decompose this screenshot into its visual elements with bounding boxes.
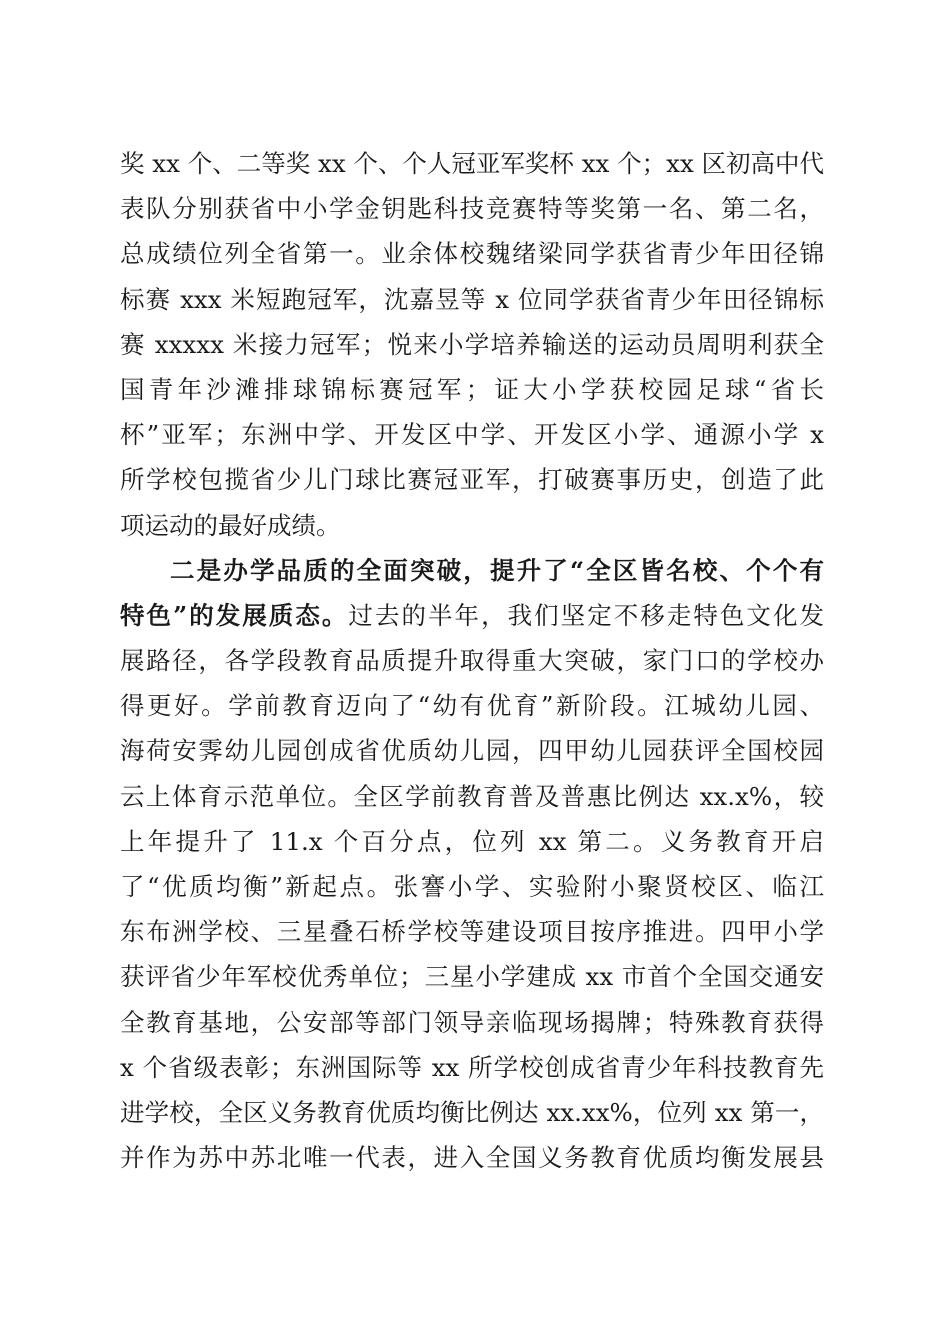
text-line: 并作为苏中苏北唯一代表，进入全国义务教育优质均衡发展县 [120, 1143, 824, 1173]
text-line: 获评省少年军校优秀单位；三星小学建成 xx 市首个全国交通安 [120, 962, 824, 992]
text-line: 上年提升了 11.x 个百分点，位列 xx 第二。义务教育开启 [120, 826, 824, 856]
body-text [120, 141, 824, 1180]
text-line [120, 593, 824, 638]
text-line: 奖 xx 个、二等奖 xx 个、个人冠亚军奖杯 xx 个；xx 区初高中代 [120, 149, 825, 178]
text-line: 项运动的最好成绩。 [120, 510, 341, 540]
text-line: 进学校，全区义务教育优质均衡比例达 xx.xx%，位列 xx 第一， [120, 1097, 824, 1127]
text-line: 云上体育示范单位。全区学前教育普及普惠比例达 xx.x%，较 [120, 781, 824, 811]
paragraph-heading-end: 特色”的发展质态。 [120, 600, 349, 630]
text-run: 过去的半年，我们坚定不移走特色文化发 [348, 600, 824, 630]
text-line: 标赛 xxx 米短跑冠军，沈嘉昱等 x 位同学获省青少年田径锦标 [120, 284, 824, 314]
paragraph-heading: 二是办学品质的全面突破，提升了“全区皆名校、个个有 [170, 555, 824, 585]
text-line: 海荷安霁幼儿园创成省优质幼儿园，四甲幼儿园获评全国校园 [120, 736, 824, 766]
text-line: 所学校包揽省少儿门球比赛冠亚军，打破赛事历史，创造了此 [120, 465, 824, 495]
text-line: 得更好。学前教育迈向了“幼有优育”新阶段。江城幼儿园、 [120, 691, 824, 721]
text-line: 了“优质均衡”新起点。张謇小学、实验附小聚贤校区、临江 [120, 872, 824, 901]
text-line: 赛 xxxxx 米接力冠军；悦来小学培养输送的运动员周明利获全 [120, 329, 824, 359]
text-line: 总成绩位列全省第一。业余体校魏绪梁同学获省青少年田径锦 [120, 239, 824, 269]
text-line: 表队分别获省中小学金钥匙科技竞赛特等奖第一名、第二名， [120, 194, 824, 224]
text-line: 杯”亚军；东洲中学、开发区中学、开发区小学、通源小学 x [120, 420, 824, 450]
text-line: x 个省级表彰；东洲国际等 xx 所学校创成省青少年科技教育先 [120, 1052, 824, 1082]
text-line: 国青年沙滩排球锦标赛冠军；证大小学获校园足球“省长 [120, 374, 824, 404]
text-line: 东布洲学校、三星叠石桥学校等建设项目按序推进。四甲小学 [120, 917, 824, 947]
text-line: 展路径，各学段教育品质提升取得重大突破，家门口的学校办 [120, 646, 824, 676]
text-line: 全教育基地，公安部等部门领导亲临现场揭牌；特殊教育获得 [120, 1007, 824, 1037]
